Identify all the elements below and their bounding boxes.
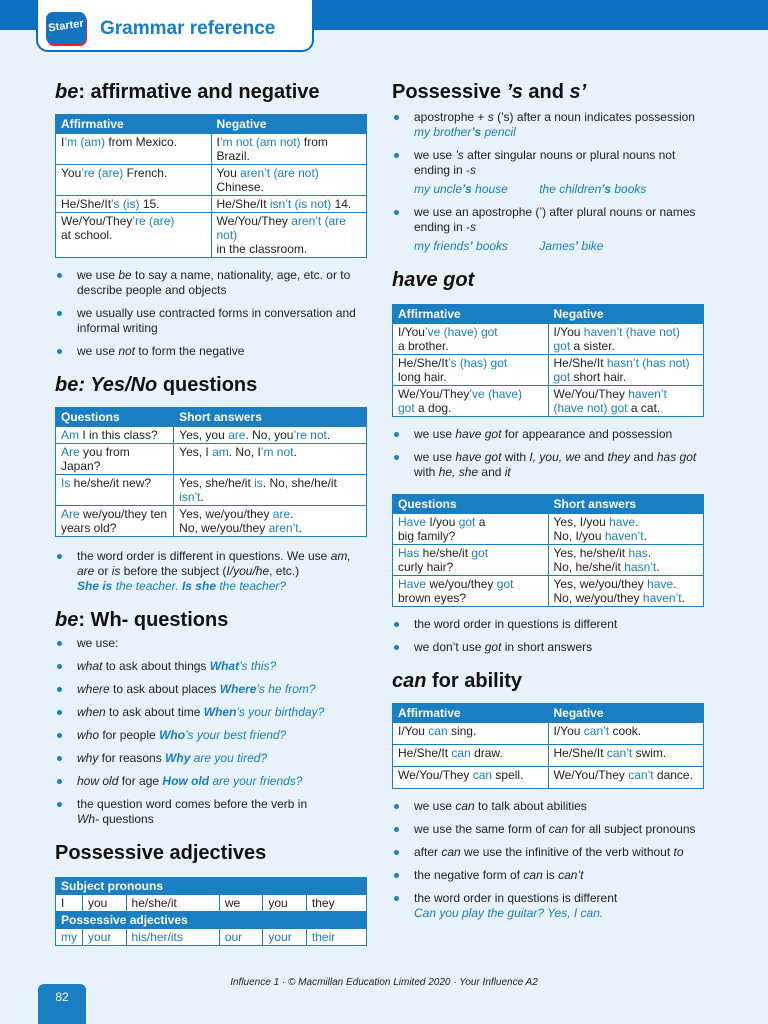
table-header-row: Affirmative Negative [393,305,704,324]
example-text: Can you play the guitar? Yes, I can. [414,906,604,920]
table-row: We/You/They’re (are) at school. We/You/They aren’t (are not) in the classroom. [56,213,367,258]
list-item: we use an apostrophe (’) after plural nouns or names ending in -s my friends’ books James’ bike [392,205,704,254]
be-affirmative-notes [55,268,367,359]
list-item: where to ask about places Where’s he from? [55,682,367,697]
table-row: Have we/you/they got brown eyes? Yes, we/you/they have. No, we/you/they haven’t. [393,576,704,607]
table-header-row: Affirmative Negative [56,115,367,134]
table-row: He/She/It’s (has) got long hair. He/She/It hasn’t (has not) got short hair. [393,355,704,386]
heading-have-got: have got [392,269,475,291]
have-got-questions-table [392,494,704,607]
table-row: We/You/They can spell. We/You/They can’t dance. [393,767,704,789]
list-item: how old for age How old are your friends? [55,774,367,789]
list-item: we use have got with I, you, we and they and has got with he, she and it [392,450,704,480]
right-column [392,80,704,929]
table-row: Are you from Japan? Yes, I am. No, I’m not. [56,444,367,475]
table-row: He/She/It can draw. He/She/It can’t swim. [393,745,704,767]
be-yes-no-table [55,407,367,537]
table-row: Is he/she/it new? Yes, she/he/it is. No, she/he/it isn’t. [56,475,367,506]
list-item: the word order in questions is different Can you play the guitar? Yes, I can. [392,891,704,921]
be-yes-no-notes [55,549,367,594]
list-item: we use: [55,636,367,651]
table-row: Are we/you/they ten years old? Yes, we/you/they are. No, we/you/they aren’t. [56,506,367,537]
possessive-adjectives-table [55,877,367,946]
list-item: who for people Who’s your best friend? [55,728,367,743]
have-got-table [392,304,704,417]
list-item: the word order is different in questions. We use am, are or is before the subject (I/you/he, etc.) She is the teacher. Is she the teacher? [55,549,367,594]
possessive-s-notes [392,110,704,254]
list-item: we use ’s after singular nouns or plural nouns not ending in -s my uncle’s house the children’s books [392,148,704,197]
heading-possessive-adjectives: Possessive adjectives [55,842,267,864]
table-header-row: Affirmative Negative [393,704,704,723]
can-table [392,703,704,789]
list-item: the negative form of can is can’t [392,868,704,883]
list-item: the word order in questions is different [392,617,704,632]
table-row: I’m (am) from Mexico. I’m not (am not) from Brazil. [56,134,367,165]
page-number: 82 [55,990,69,1004]
list-item: why for reasons Why are you tired? [55,751,367,766]
heading-possessive-s: Possessive ’s and s’ [392,81,587,103]
table-header-row: Questions Short answers [393,495,704,514]
page-number-box [38,984,86,1024]
list-item: after can we use the infinitive of the verb without to [392,845,704,860]
list-item: we use can to talk about abilities [392,799,704,814]
heading-be-wh: be: Wh- questions [55,609,229,631]
header-tab [36,0,314,52]
table-row: I you he/she/it we you they [56,895,367,912]
footer-copyright: Influence 1 · © Macmillan Education Limited 2020 · Your Influence A2 [230,977,538,988]
table-header-row: Subject pronouns [56,878,367,895]
list-item: we usually use contracted forms in conversation and informal writing [55,306,367,336]
have-got-question-notes [392,617,704,655]
heading-be-yes-no: be: Yes/No questions [55,374,258,396]
table-row: my your his/her/its our your their [56,929,367,946]
table-row: You’re (are) French. You aren’t (are not) Chinese. [56,165,367,196]
be-wh-notes [55,636,367,827]
list-item: when to ask about time When’s your birthday? [55,705,367,720]
table-row: Has he/she/it got curly hair? Yes, he/she/it has. No, he/she/it hasn’t. [393,545,704,576]
example-text: She is the teacher. Is she the teacher? [77,579,287,593]
list-item: what to ask about things What’s this? [55,659,367,674]
table-row: Am I in this class? Yes, you are. No, you’re not. [56,427,367,444]
list-item: we use be to say a name, nationality, age, etc. or to describe people and objects [55,268,367,298]
table-row: I/You can sing. I/You can’t cook. [393,723,704,745]
table-header-row: Questions Short answers [56,408,367,427]
heading-be-affirmative: be: affirmative and negative [55,81,320,103]
page-title: Grammar reference [100,18,276,39]
list-item: we don’t use got in short answers [392,640,704,655]
table-row: I/You’ve (have) got a brother. I/You haven’t (have not) got a sister. [393,324,704,355]
table-row: He/She/It’s (is) 15. He/She/It isn’t (is not) 14. [56,196,367,213]
heading-can: can for ability [392,670,523,692]
table-row: Have I/you got a big family? Yes, I/you have. No, I/you haven’t. [393,514,704,545]
list-item: we use not to form the negative [55,344,367,359]
list-item: the question word comes before the verb in Wh- questions [55,797,367,827]
table-header-row: Possessive adjectives [56,912,367,929]
be-affirmative-table [55,114,367,258]
list-item: we use the same form of can for all subject pronouns [392,822,704,837]
starter-badge: Starter [46,12,86,44]
list-item: we use have got for appearance and possession [392,427,704,442]
list-item: apostrophe + s (’s) after a noun indicates possession my brother’s pencil [392,110,704,140]
left-column [55,80,367,946]
table-row: We/You/They’ve (have) got a dog. We/You/They haven’t (have not) got a cat. [393,386,704,417]
can-notes [392,799,704,921]
have-got-notes [392,427,704,480]
